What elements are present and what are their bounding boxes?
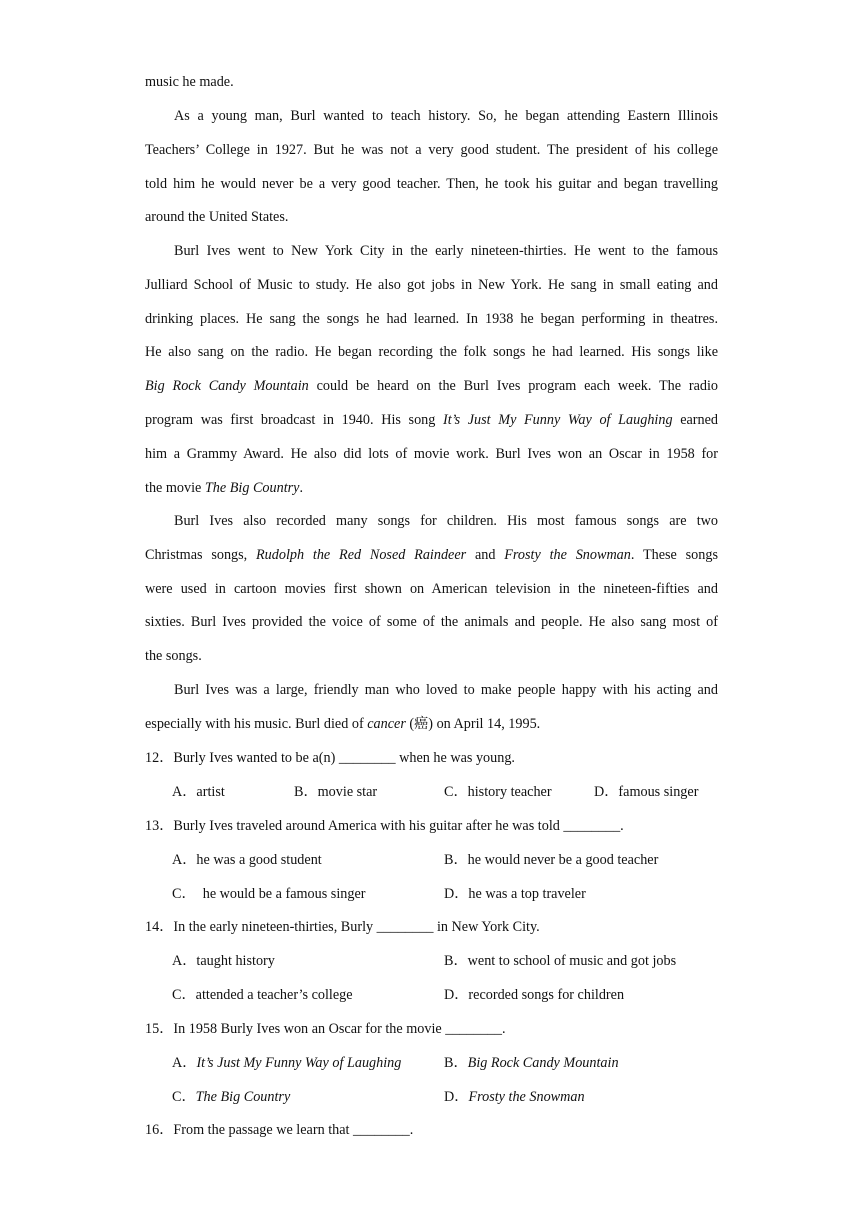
question-13-option-a[interactable]: A．he was a good student — [172, 852, 322, 868]
text-line: told him he would never be a very good teacher. Then, he took his guitar and began travelling — [145, 175, 718, 192]
text-line: Burl Ives went to New York City in the early nineteen-thirties. He went to the famous — [174, 243, 718, 259]
song-title: Big Rock Candy Mountain — [145, 378, 309, 395]
song-title: Frosty the Snowman — [504, 546, 631, 563]
text-fragment: . These songs — [630, 546, 718, 563]
option-letter: B． — [444, 1055, 468, 1071]
text-line: the songs. — [145, 648, 202, 665]
text-line: He also sang on the radio. He began recording the folk songs he had learned. His songs like — [145, 344, 718, 361]
song-title: It’s Just My Funny Way of Laughing — [443, 411, 673, 428]
option-letter: A． — [172, 1055, 197, 1071]
question-12-option-d[interactable]: D．famous singer — [594, 784, 699, 800]
text-line: around the United States. — [145, 209, 289, 226]
text-line: sixties. Burl Ives provided the voice of some of the animals and people. He also sang most of — [145, 614, 718, 631]
question-12-option-c[interactable]: C．history teacher — [444, 784, 552, 800]
question-12-option-a[interactable]: A．artist — [172, 784, 225, 800]
passage-paragraph — [145, 66, 718, 100]
question-15-option-c[interactable] — [172, 1081, 290, 1115]
question-15-option-b[interactable] — [444, 1047, 619, 1081]
text-line: Burl Ives was a large, friendly man who loved to make people happy with his acting and — [174, 682, 718, 698]
text-line: him a Grammy Award. He also did lots of movie work. Burl Ives won an Oscar in 1958 for — [145, 445, 718, 462]
question-14-option-a[interactable]: A．taught history — [172, 953, 275, 969]
option-text: It’s Just My Funny Way of Laughing — [196, 1055, 402, 1071]
text-fragment: the movie — [145, 479, 205, 496]
text-line: Julliard School of Music to study. He also got jobs in New York. He sang in small eating and — [145, 276, 718, 293]
question-15-option-d[interactable] — [444, 1081, 585, 1115]
passage-paragraph — [145, 674, 718, 742]
option-text: Big Rock Candy Mountain — [467, 1055, 619, 1071]
text-fragment: program was first broadcast in 1940. His song — [145, 411, 444, 428]
question-14-stem: 14．In the early nineteen-thirties, Burly ________ in New York City. — [145, 919, 540, 935]
text-line — [145, 472, 718, 506]
text-fragment: especially with his music. Burl died of — [145, 715, 368, 732]
text-line: music he made. — [145, 74, 234, 90]
text-fragment: . — [299, 479, 304, 496]
text-line — [145, 708, 718, 742]
option-text: The Big Country — [195, 1089, 291, 1105]
emphasized-word: cancer — [367, 715, 406, 732]
option-letter: D． — [444, 1089, 469, 1105]
question-12-stem: 12．Burly Ives wanted to be a(n) ________ when he was young. — [145, 750, 515, 766]
text-line: were used in cartoon movies first shown on American television in the nineteen-fifties and — [145, 580, 718, 597]
option-letter: C． — [172, 1089, 196, 1105]
question-15-stem: 15．In 1958 Burly Ives won an Oscar for the movie ________. — [145, 1021, 506, 1037]
text-line — [145, 539, 718, 573]
question-13-option-b[interactable]: B．he would never be a good teacher — [444, 852, 659, 868]
text-fragment: Christmas songs, — [145, 546, 257, 563]
question-13-option-c[interactable]: C． he would be a famous singer — [172, 886, 366, 902]
question-14-option-c[interactable]: C．attended a teacher’s college — [172, 987, 353, 1003]
text-line: Burl Ives also recorded many songs for children. His most famous songs are two — [174, 513, 718, 529]
text-fragment: earned — [672, 411, 718, 428]
text-line — [145, 404, 718, 438]
question-12-option-b[interactable]: B．movie star — [294, 784, 378, 800]
movie-title: The Big Country — [204, 479, 300, 496]
question-14-option-b[interactable]: B．went to school of music and got jobs — [444, 953, 677, 969]
passage-paragraph — [145, 100, 718, 235]
text-line — [145, 370, 718, 404]
question-15-option-a[interactable] — [172, 1047, 401, 1081]
text-line: As a young man, Burl wanted to teach history. So, he began attending Eastern Illinois — [174, 108, 718, 124]
song-title: Rudolph the Red Nosed Raindeer — [256, 546, 467, 563]
passage-paragraph — [145, 235, 718, 505]
text-fragment: could be heard on the Burl Ives program each week. The radio — [308, 378, 718, 395]
question-14-option-d[interactable]: D．recorded songs for children — [444, 987, 625, 1003]
question-13-option-d[interactable]: D．he was a top traveler — [444, 886, 586, 902]
option-text: Frosty the Snowman — [468, 1089, 585, 1105]
text-fragment: and — [466, 546, 505, 563]
question-16-stem: 16．From the passage we learn that ________. — [145, 1122, 414, 1138]
text-fragment: (癌) on April 14, 1995. — [405, 715, 541, 732]
passage-paragraph — [145, 505, 718, 674]
question-13-stem: 13．Burly Ives traveled around America with his guitar after he was told ________. — [145, 818, 624, 834]
text-line: drinking places. He sang the songs he had learned. In 1938 he began performing in theatres. — [145, 310, 718, 327]
text-line: Teachers’ College in 1927. But he was not a very good student. The president of his college — [145, 141, 718, 158]
